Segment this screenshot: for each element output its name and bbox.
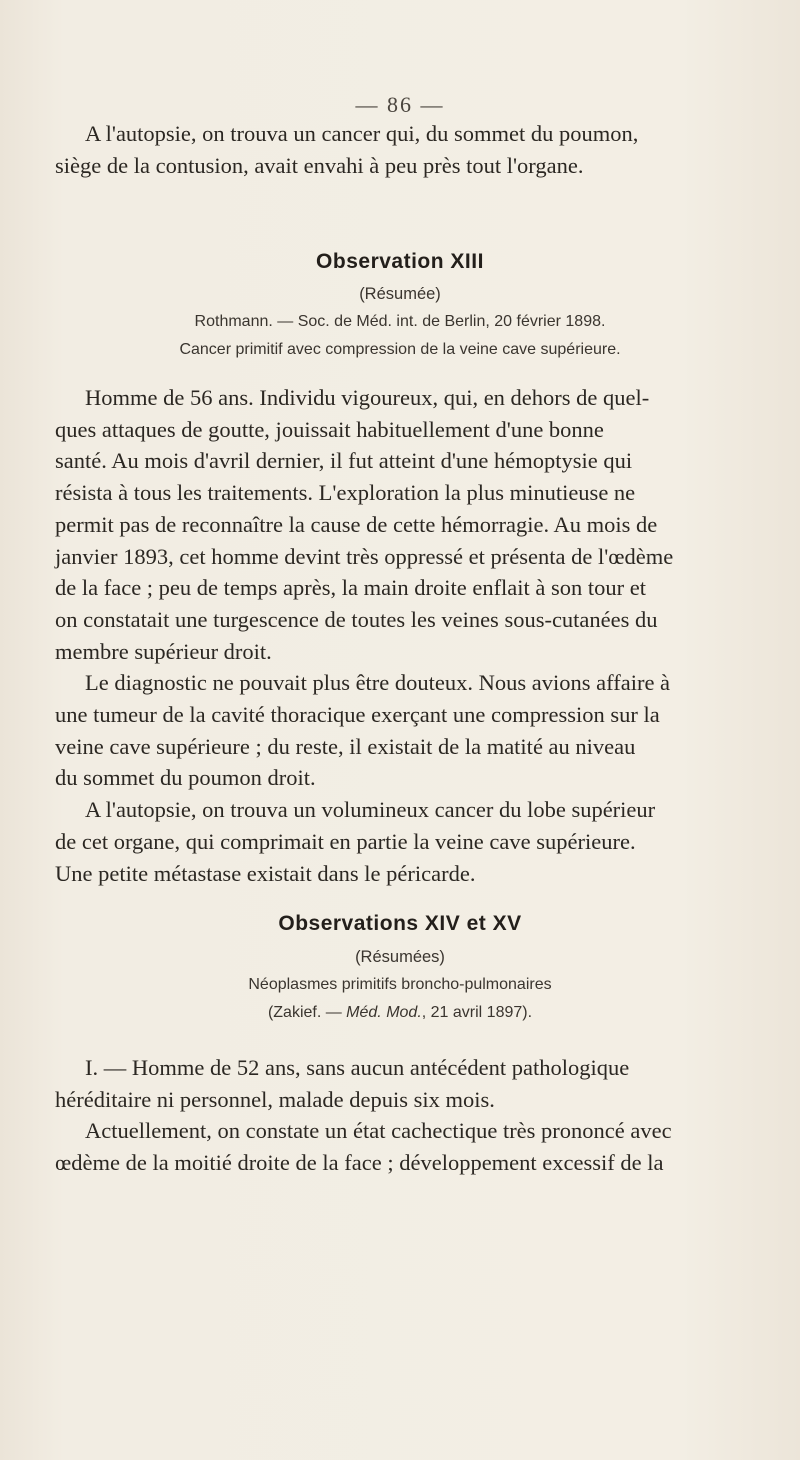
observation-13-title: Observation XIII bbox=[316, 250, 484, 273]
text-line: veine cave supérieure ; du reste, il existait de la matité au niveau bbox=[55, 733, 636, 759]
text-line: une tumeur de la cavité thoracique exerçant une compression sur la bbox=[55, 702, 660, 728]
text-line: Actuellement, on constate un état cachectique très prononcé avec bbox=[85, 1118, 672, 1144]
observation-14-15-topic: Néoplasmes primitifs broncho-pulmonaires bbox=[248, 976, 552, 993]
text-line: I. — Homme de 52 ans, sans aucun antécédent pathologique bbox=[85, 1055, 630, 1080]
reference-prefix: (Zakief. — bbox=[267, 1004, 347, 1021]
observation-13-body bbox=[55, 382, 770, 889]
observation-14-15-title: Observations XIV et XV bbox=[278, 912, 522, 935]
page-number: — 86 — bbox=[355, 92, 445, 117]
text-line: Une petite métastase existait dans le péricarde. bbox=[55, 860, 476, 886]
observation-13-reference: Rothmann. — Soc. de Méd. int. de Berlin, 20 février 1898. bbox=[194, 313, 606, 330]
text-line: A l'autopsie, on trouva un cancer qui, du sommet du poumon, bbox=[85, 121, 639, 146]
text-line: Homme de 56 ans. Individu vigoureux, qui, en dehors de quel- bbox=[85, 385, 650, 410]
text-line: siège de la contusion, avait envahi à peu près tout l'organe. bbox=[55, 152, 584, 178]
text-line: on constatait une turgescence de toutes les veines sous-cutanées du bbox=[55, 606, 658, 632]
text-line: membre supérieur droit. bbox=[55, 638, 272, 664]
observation-14-15-subtitle: (Résumées) bbox=[355, 948, 445, 966]
reference-journal: Méd. Mod. bbox=[346, 1004, 422, 1021]
text-line: Le diagnostic ne pouvait plus être douteux. Nous avions affaire à bbox=[85, 670, 671, 696]
text-line: œdème de la moitié droite de la face ; développement excessif de la bbox=[55, 1150, 664, 1176]
text-line: ques attaques de goutte, jouissait habituellement d'une bonne bbox=[55, 416, 604, 442]
text-line: résista à tous les traitements. L'exploration la plus minutieuse ne bbox=[55, 480, 636, 506]
text-line: permit pas de reconnaître la cause de cette hémorragie. Au mois de bbox=[55, 511, 658, 537]
text-line: héréditaire ni personnel, malade depuis six mois. bbox=[55, 1086, 495, 1112]
text-line: du sommet du poumon droit. bbox=[55, 765, 316, 791]
text-line: janvier 1893, cet homme devint très oppressé et présenta de l'œdème bbox=[55, 543, 674, 569]
observation-14-15-body bbox=[55, 1052, 770, 1179]
reference-suffix: , 21 avril 1897). bbox=[421, 1004, 533, 1021]
text-line: de la face ; peu de temps après, la main droite enflait à son tour et bbox=[55, 575, 647, 601]
text-line: A l'autopsie, on trouva un volumineux cancer du lobe supérieur bbox=[85, 797, 656, 823]
text-line: de cet organe, qui comprimait en partie la veine cave supérieure. bbox=[55, 828, 636, 854]
text-line: santé. Au mois d'avril dernier, il fut atteint d'une hémoptysie qui bbox=[55, 448, 633, 474]
observation-14-15-reference bbox=[0, 1004, 800, 1022]
intro-paragraph bbox=[55, 118, 770, 181]
observation-13-topic: Cancer primitif avec compression de la veine cave supérieure. bbox=[179, 341, 621, 358]
observation-13-subtitle: (Résumée) bbox=[359, 285, 441, 303]
